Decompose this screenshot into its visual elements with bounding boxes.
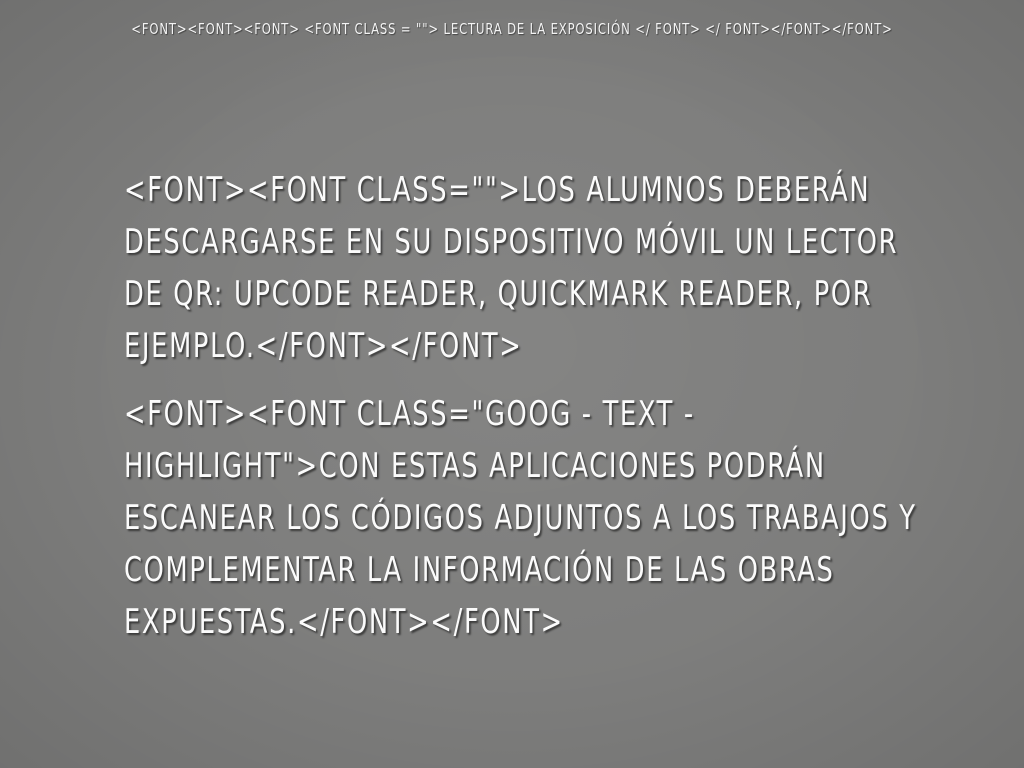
slide-body — [124, 164, 924, 664]
paragraph-qr-reader: <FONT><FONT CLASS="">LOS ALUMNOS DEBERÁN DESCARGARSE EN SU DISPOSITIVO MÓVIL UN LECTOR DE QR: UPCODE READER, QUICKMARK READER, POR EJEMPLO.</FONT></FONT> — [124, 170, 899, 366]
slide-title: <FONT><FONT><FONT> <FONT CLASS = ""> LECTURA DE LA EXPOSICIÓN </ FONT> </ FONT></FONT></FONT> — [131, 20, 893, 38]
paragraph-scan-codes: <FONT><FONT CLASS="GOOG - TEXT - HIGHLIGHT">CON ESTAS APLICACIONES PODRÁN ESCANEAR LOS CÓDIGOS ADJUNTOS A LOS TRABAJOS Y COMPLEMENTAR LA INFORMACIÓN DE LAS OBRAS EXPUESTAS.</FONT></FONT> — [124, 394, 917, 642]
